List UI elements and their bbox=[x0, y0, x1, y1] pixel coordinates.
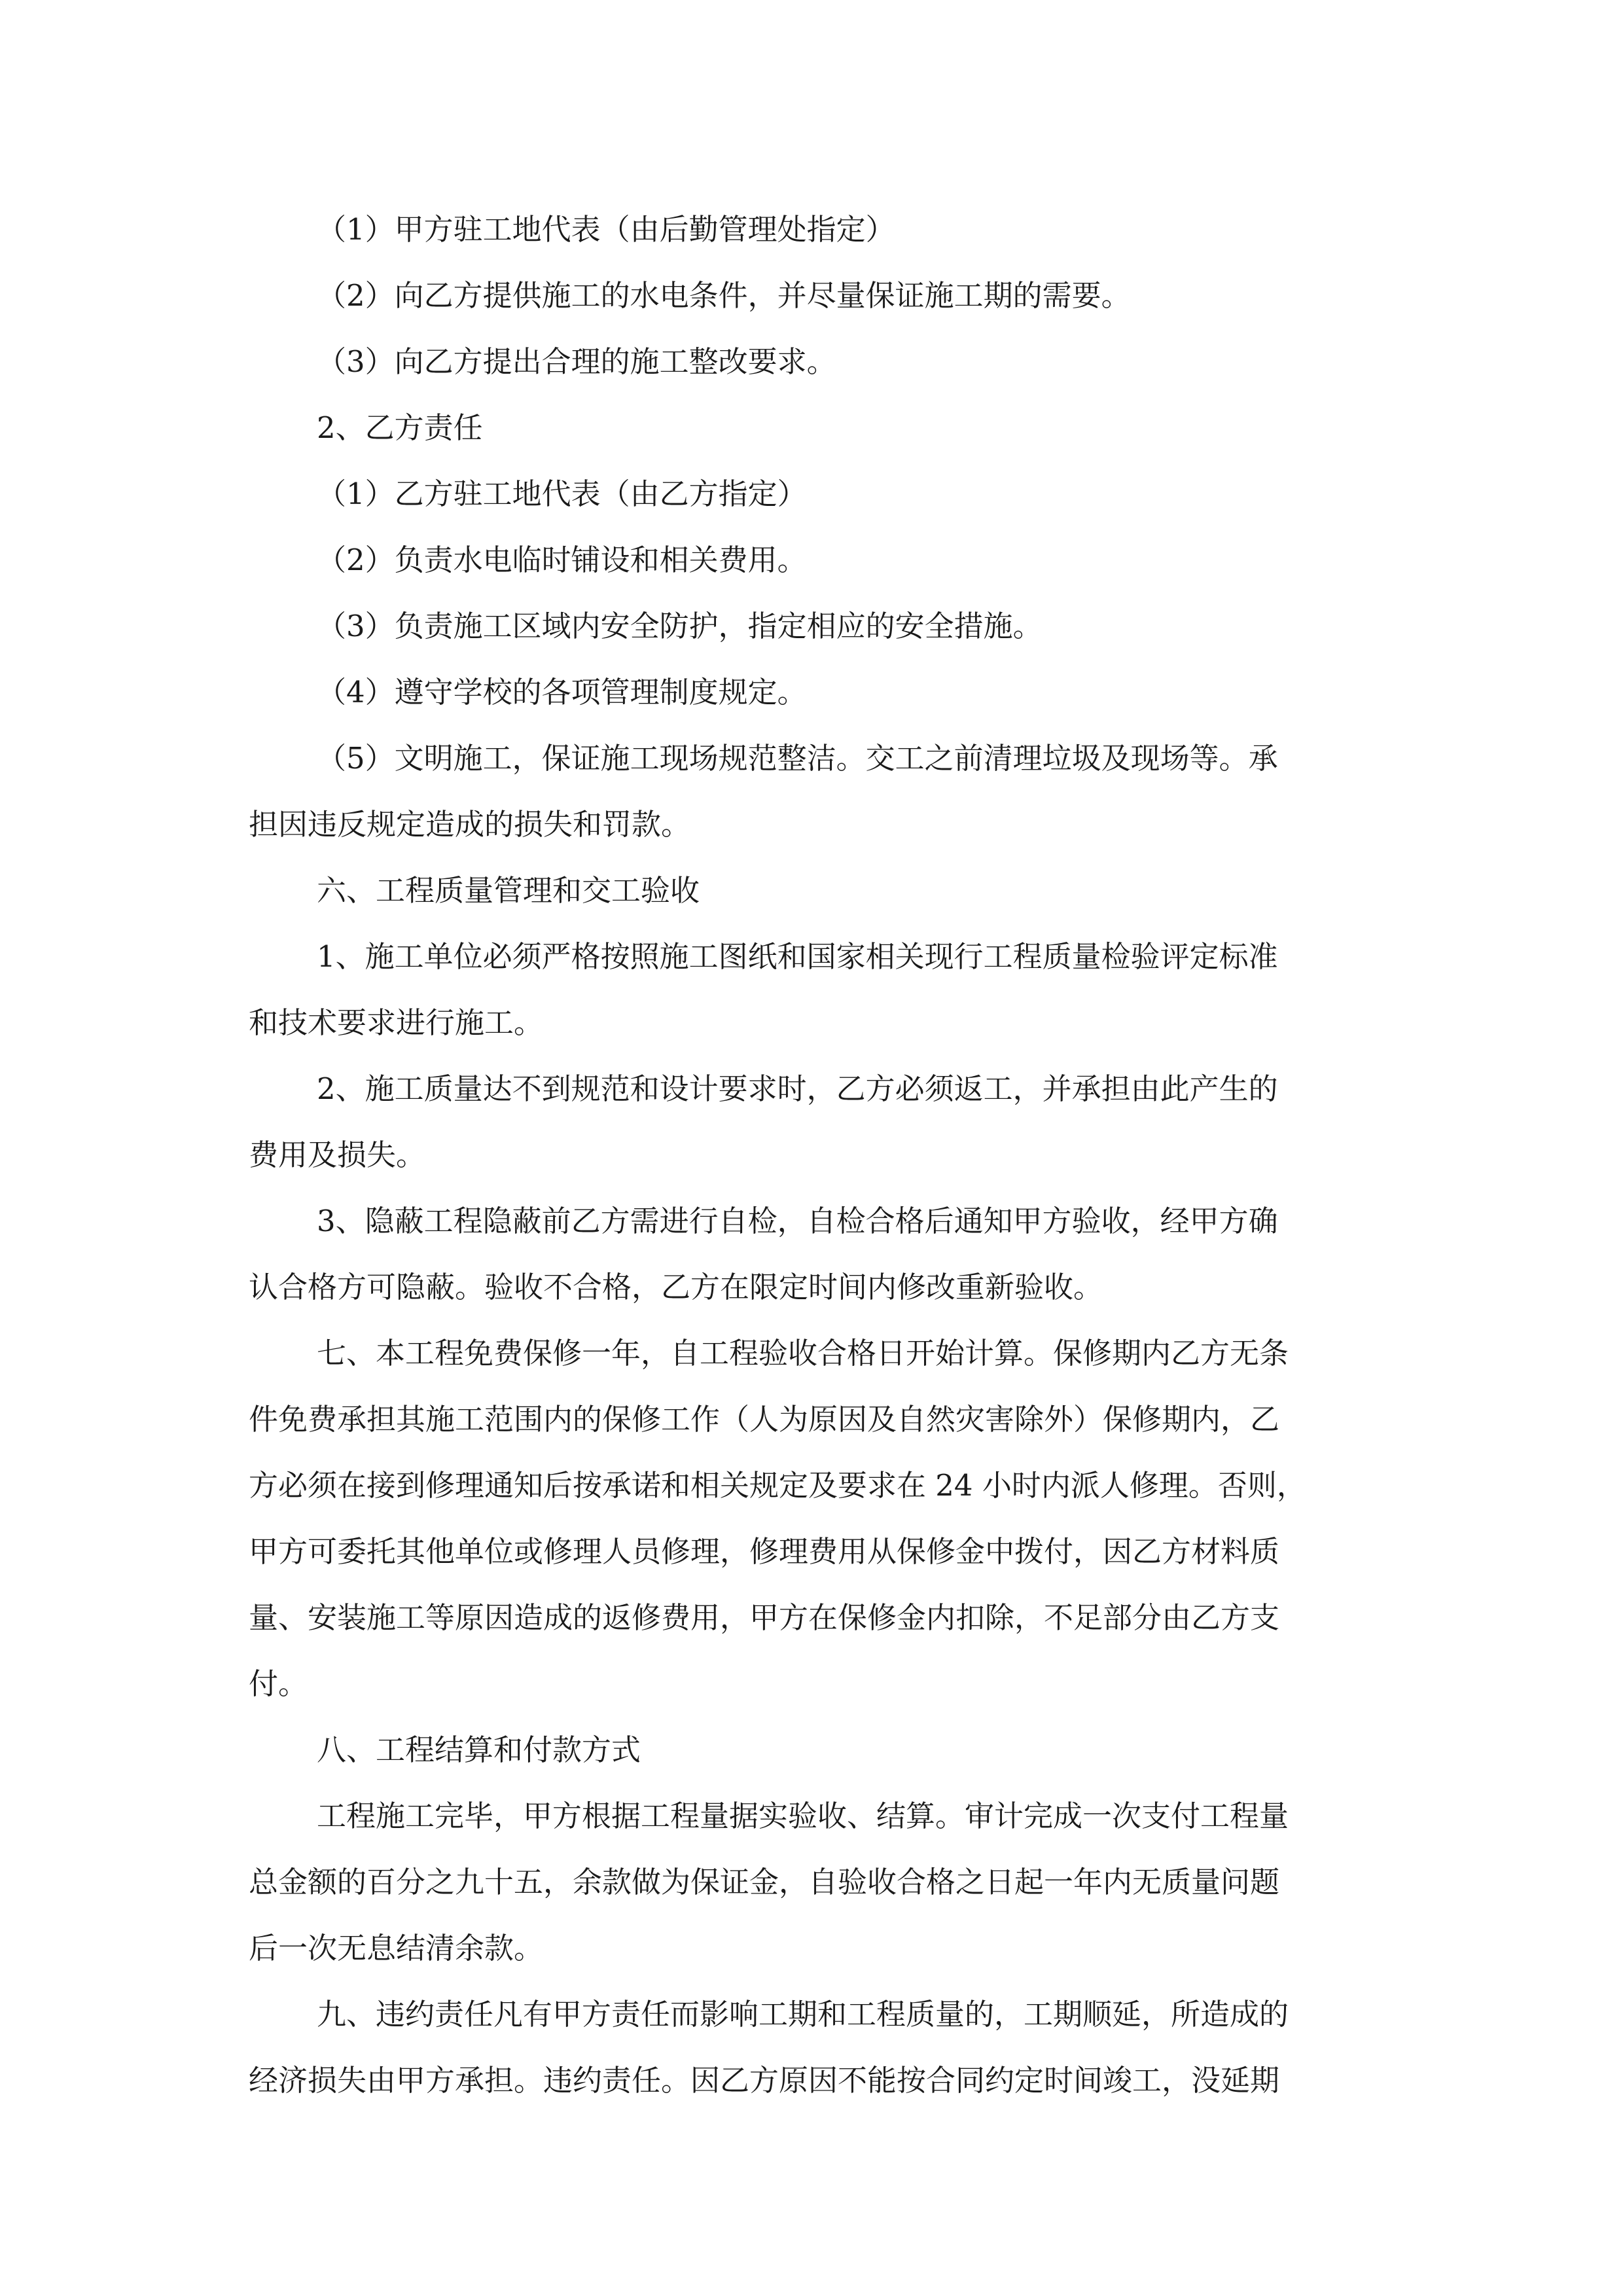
section-heading: 2、乙方责任 bbox=[317, 410, 483, 445]
text-line: 总金额的百分之九十五，余款做为保证金，自验收合格之日起一年内无质量问题 bbox=[249, 1865, 1280, 1899]
text-line: 量、安装施工等原因造成的返修费用，甲方在保修金内扣除，不足部分由乙方支 bbox=[249, 1600, 1280, 1635]
text-line: 认合格方可隐蔽。验收不合格，乙方在限定时间内修改重新验收。 bbox=[249, 1270, 1103, 1304]
text-line: 2、施工质量达不到规范和设计要求时，乙方必须返工，并承担由此产生的 bbox=[317, 1071, 1278, 1106]
text-line: （3）负责施工区域内安全防护，指定相应的安全措施。 bbox=[317, 609, 1043, 643]
text-line: （2）负责水电临时铺设和相关费用。 bbox=[317, 543, 807, 577]
text-line: （2）向乙方提供施工的水电条件，并尽量保证施工期的需要。 bbox=[317, 278, 1131, 313]
section-heading: 八、工程结算和付款方式 bbox=[317, 1732, 641, 1767]
text-line: 付。 bbox=[249, 1666, 308, 1701]
text-line: 甲方可委托其他单位或修理人员修理，修理费用从保修金中拨付，因乙方材料质 bbox=[249, 1534, 1280, 1569]
text-line: 3、隐蔽工程隐蔽前乙方需进行自检，自检合格后通知甲方验收，经甲方确 bbox=[317, 1204, 1278, 1238]
text-line: 方必须在接到修理通知后按承诺和相关规定及要求在 24 小时内派人修理。否则， bbox=[249, 1468, 1306, 1503]
text-line: 1、施工单位必须严格按照施工图纸和国家相关现行工程质量检验评定标准 bbox=[317, 939, 1278, 974]
section-heading: 九、违约责任凡有甲方责任而影响工期和工程质量的，工期顺延，所造成的 bbox=[317, 1997, 1289, 2032]
text-line: （1）乙方驻工地代表（由乙方指定） bbox=[317, 476, 807, 511]
text-line: （1）甲方驻工地代表（由后勤管理处指定） bbox=[317, 212, 895, 247]
text-line: （3）向乙方提出合理的施工整改要求。 bbox=[317, 344, 836, 379]
text-line: （4）遵守学校的各项管理制度规定。 bbox=[317, 675, 807, 709]
text-line: 后一次无息结清余款。 bbox=[249, 1931, 544, 1965]
section-heading: 七、本工程免费保修一年，自工程验收合格日开始计算。保修期内乙方无条 bbox=[317, 1336, 1289, 1371]
text-line: （5）文明施工，保证施工现场规范整洁。交工之前清理垃圾及现场等。承 bbox=[317, 741, 1278, 776]
section-heading: 六、工程质量管理和交工验收 bbox=[317, 873, 700, 908]
text-line: 经济损失由甲方承担。违约责任。因乙方原因不能按合同约定时间竣工，没延期 bbox=[249, 2063, 1280, 2098]
text-line: 担因违反规定造成的损失和罚款。 bbox=[249, 807, 691, 842]
text-line: 和技术要求进行施工。 bbox=[249, 1005, 544, 1040]
text-line: 件免费承担其施工范围内的保修工作（人为原因及自然灾害除外）保修期内，乙 bbox=[249, 1402, 1280, 1437]
text-line: 费用及损失。 bbox=[249, 1138, 426, 1172]
text-line: 工程施工完毕，甲方根据工程量据实验收、结算。审计完成一次支付工程量 bbox=[317, 1799, 1289, 1833]
contract-body-text bbox=[249, 196, 1400, 2113]
